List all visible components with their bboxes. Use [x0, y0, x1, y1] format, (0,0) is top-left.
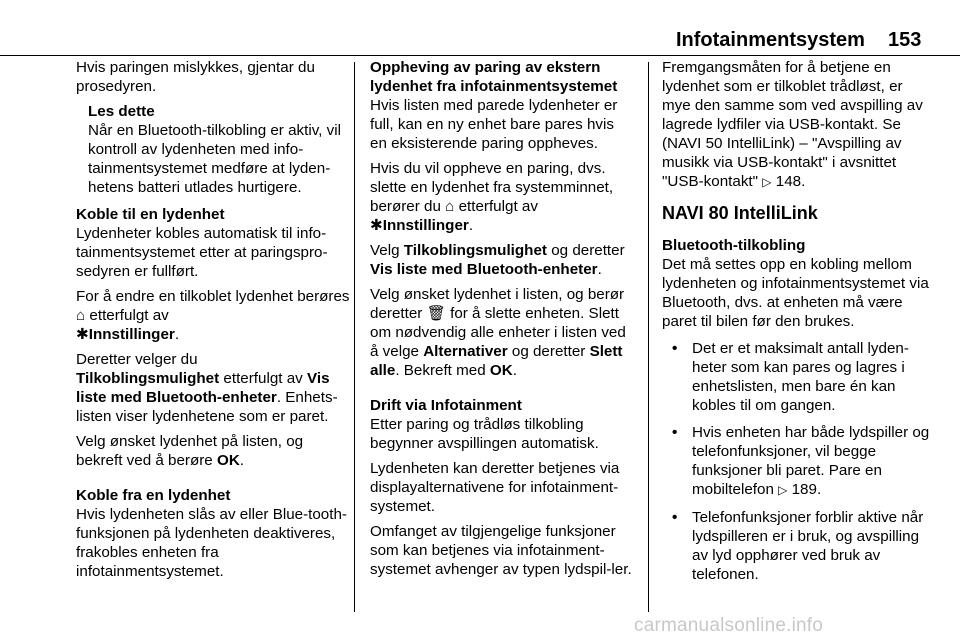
operation-heading: Drift via Infotainment — [370, 397, 522, 414]
page-title: Infotainmentsystem — [676, 29, 865, 51]
gear-icon: ✱ — [76, 326, 89, 343]
delete-text-4: . Bekreft med — [395, 362, 486, 379]
disconnect-heading: Koble fra en lydenhet — [76, 487, 231, 504]
list-item — [662, 339, 930, 415]
disconnect-body: Hvis lydenheten slås av eller Blue-tooth-funksjonen på lydenheten deaktiveres, frakobles enheten fra infotainmentsystemet. — [76, 506, 347, 580]
home-icon: ⌂ — [445, 198, 455, 215]
unpair-text-2: etterfulgt av — [458, 198, 538, 215]
settings-label: Innstillinger — [88, 326, 175, 343]
then-paragraph — [76, 350, 352, 426]
unpair-section — [370, 58, 634, 153]
section-heading: NAVI 80 IntelliLink — [662, 203, 818, 223]
ok-label: OK — [217, 452, 240, 469]
unpair-text: Hvis du vil oppheve en paring, dvs. slette en lydenhet fra systemminnet, berører du — [370, 160, 614, 215]
bullet-icon: • — [672, 340, 678, 357]
ok-label: OK — [489, 362, 513, 379]
home-icon: ⌂ — [76, 307, 86, 324]
unpair-paragraph: Hvis du vil oppheve en paring, dvs. slette en lydenhet fra systemminnet, berører du ⌂ etterfulgt av ✱Innstillinger. — [370, 160, 614, 234]
select-paragraph: Velg ønsket lydenhet på listen, og bekreft ved å berøre OK. — [76, 433, 304, 469]
then-text: Deretter velger du — [76, 351, 198, 368]
change-device-paragraph: For å endre en tilkoblet lydenhet berøres ⌂ etterfulgt av ✱Innstillinger. — [76, 288, 350, 343]
then-text-3: . Enhets-listen viser lydenhetene som er paret. — [76, 389, 338, 425]
bullet-icon: • — [672, 509, 678, 526]
page-ref: 148 — [775, 173, 802, 190]
scope-paragraph: Omfanget av tilgjengelige funksjoner som kan betjenes via infotainment-systemet avhenger av typen lydspil-ler. — [370, 523, 632, 578]
connect-body: Lydenheter kobles automatisk til info-tainmentsystemet etter at paringspro-sedyren er fullført. — [76, 225, 328, 280]
device-list-label: Vis liste med Bluetooth-enheter — [76, 370, 330, 406]
alternatives-label: Alternativer — [423, 343, 508, 360]
page-ref-arrow-icon: ▷ — [762, 175, 772, 189]
intro-paragraph: Hvis paringen mislykkes, gjentar du prosedyren. — [76, 59, 315, 95]
delete-text-3: og deretter — [511, 343, 586, 360]
unpair-heading: Oppheving av paring av ekstern lydenhet fra infotainmentsystemet — [370, 59, 618, 95]
change-text: For å endre en tilkoblet lydenhet berøres — [76, 288, 350, 305]
operation-section — [370, 396, 634, 453]
change-text-2: etterfulgt av — [89, 307, 169, 324]
bullet-icon: • — [672, 424, 678, 441]
connection-option-label: Tilkoblingsmulighet — [76, 370, 220, 387]
select-text: Velg — [370, 242, 400, 259]
gear-icon: ✱ — [370, 217, 383, 234]
delete-paragraph: Velg ønsket lydenhet i listen, og berør deretter 🗑 for å slette enheten. Slett om nødvendig alle enheter i listen ved å velge Alternativer og deretter Slett alle. Bekreft med OK. — [370, 286, 626, 379]
list-item-text: Det er et maksimalt antall lyden-heter som kan pares og lagres i enhetslisten, men bare én kan kobles til om gangen. — [692, 340, 909, 414]
column-1 — [76, 58, 352, 587]
page-ref: 189 — [791, 481, 817, 498]
settings-label: Innstillinger — [382, 217, 469, 234]
procedure-paragraph: Fremgangsmåten for å betjene en lydenhet som er tilkoblet trådløst, er mye den samme som ved avspilling av lagrede lydfiler via USB-kontakt. Se (NAVI 50 IntelliLink) – "Avspilling av musikk via USB-kontakt" i avsnittet "USB-kontakt" ▷ 148. — [662, 59, 923, 190]
page-header — [0, 0, 960, 54]
column-2 — [370, 58, 634, 585]
column-divider — [354, 62, 355, 612]
bt-heading: Bluetooth-tilkobling — [662, 237, 806, 254]
delete-all-label: Slett alle — [370, 343, 623, 379]
unpair-body: Hvis listen med parede lydenheter er full, kan en ny enhet bare pares hvis en eksisterende paring oppheves. — [370, 97, 618, 152]
connect-section — [76, 205, 352, 281]
list-item: • Hvis enheten har både lydspiller og telefonfunksjoner, vil begge funksjoner bli paret. Pare en mobiltelefon ▷ 189. — [672, 424, 930, 498]
page-ref-arrow-icon: ▷ — [778, 483, 788, 497]
column-divider — [648, 62, 649, 612]
bt-section — [662, 236, 930, 331]
watermark: carmanualsonline.info — [634, 615, 824, 636]
then-text-2: etterfulgt av — [223, 370, 303, 387]
header-rule — [0, 55, 960, 56]
list-item — [662, 508, 930, 584]
delete-text-2: for å slette enheten. Slett om nødvendig alle enheter i listen ved å velge — [370, 305, 626, 360]
disconnect-section — [76, 486, 352, 581]
note-title: Les dette — [88, 103, 155, 120]
select-text-2: og deretter — [551, 242, 625, 259]
note-box — [88, 102, 352, 197]
note-body: Når en Bluetooth-tilkobling er aktiv, vil kontroll av lydenheten med info-tainmentsystemet medføre at lyden-hetens batteri utlades hurtigere. — [88, 122, 341, 196]
bt-body: Det må settes opp en kobling mellom lydenheten og infotainmentsystemet via Bluetooth, dvs. at enheten må være paret til bilen før den brukes. — [662, 256, 929, 330]
select-option-paragraph: Velg Tilkoblingsmulighet og deretter Vis liste med Bluetooth-enheter. — [370, 242, 625, 278]
list-item-text: Telefonfunksjoner forblir aktive når lydspilleren er i bruk, og avspilling av lyd opphører ved bruk av telefonen. — [692, 509, 924, 583]
list-item-text: Hvis enheten har både lydspiller og telefonfunksjoner, vil begge funksjoner bli paret. Pare en mobiltelefon — [692, 424, 930, 498]
operation-body: Etter paring og trådløs tilkobling begynner avspillingen automatisk. — [370, 416, 599, 452]
column-3 — [662, 58, 930, 584]
connect-heading: Koble til en lydenhet — [76, 206, 225, 223]
connection-option-label: Tilkoblingsmulighet — [403, 242, 547, 259]
bullet-list — [662, 339, 930, 584]
page-number: 153 — [888, 29, 922, 51]
control-paragraph: Lydenheten kan deretter betjenes via displayalternativene for infotainment-systemet. — [370, 460, 620, 515]
device-list-label: Vis liste med Bluetooth-enheter — [370, 261, 598, 278]
procedure-text: Fremgangsmåten for å betjene en lydenhet som er tilkoblet trådløst, er mye den samme som ved avspilling av lagrede lydfiler via USB-kontakt. Se (NAVI 50 IntelliLink) – "Avspilling av musikk via USB-kontakt" i avsnittet "USB-kontakt" — [662, 59, 923, 190]
delete-text: Velg ønsket lydenhet i listen, og berør deretter — [370, 286, 625, 322]
select-text: Velg ønsket lydenhet på listen, og bekreft ved å berøre — [76, 433, 304, 469]
trash-icon: 🗑 — [426, 305, 446, 322]
